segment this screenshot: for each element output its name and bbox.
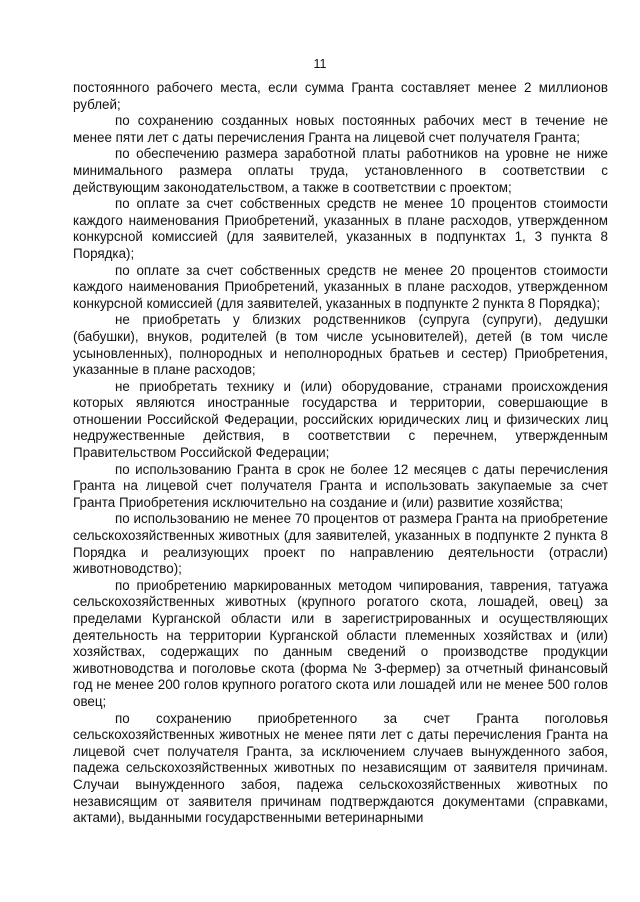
paragraph-1: постоянного рабочего места, если сумма Гранта составляет менее 2 миллионов рублей; (73, 80, 608, 112)
page-number: 11 (313, 57, 327, 71)
paragraph-6: не приобретать у близких родственников (супруга (супруги), дедушки (бабушки), внуков, родителей (в том числе усыновителей), детей (в том числе усыновленных), полнородных и неполнородных братьев и сестер) Приобретения, указанные в плане расходов; (73, 312, 608, 378)
paragraph-11: по сохранению приобретенного за счет Гранта поголовья сельскохозяйственных животных не менее пяти лет с даты перечисления Гранта на лицевой счет получателя Гранта, за исключением случаев вынужденного забоя, падежа сельскохозяйственных животных по независящим от заявителя причинам. Случаи вынужденного забоя, падежа сельскохозяйственных животных по независящим от заявителя причинам подтверждаются документами (справками, актами), выданными государственными ветеринарными (73, 710, 608, 826)
paragraph-9: по использованию не менее 70 процентов от размера Гранта на приобретение сельскохозяйственных животных (для заявителей, указанных в подпункте 2 пункта 8 Порядка и реализующих проект по направлению деятельности (отрасли) животноводство); (73, 511, 608, 577)
paragraph-10: по приобретению маркированных методом чипирования, таврения, татуажа сельскохозяйственных животных (крупного рогатого скота, лошадей, овец) за пределами Курганской области или в зарегистрированных и осуществляющих деятельность на территории Курганской области племенных хозяйствах и (или) хозяйствах, содержащих по данным сведений о производстве продукции животноводства и поголовье скота (форма № 3-фермер) за отчетный финансовый год не менее 200 голов крупного рогатого скота или лошадей или не менее 500 голов овец; (73, 577, 608, 709)
paragraph-8: по использованию Гранта в срок не более 12 месяцев с даты перечисления Гранта на лицевой счет получателя Гранта и использовать закупаемые за счет Гранта Приобретения исключительно на создание и (или) развитие хозяйства; (73, 461, 608, 510)
document-body (73, 80, 608, 827)
paragraph-2: по сохранению созданных новых постоянных рабочих мест в течение не менее пяти лет с даты перечисления Гранта на лицевой счет получателя Гранта; (73, 113, 608, 145)
paragraph-3: по обеспечению размера заработной платы работников на уровне не ниже минимального размера оплаты труда, установленного в соответствии с действующим законодательством, а также в соответствии с проектом; (73, 146, 608, 195)
paragraph-7: не приобретать технику и (или) оборудование, странами происхождения которых являются иностранные государства и территории, совершающие в отношении Российской Федерации, российских юридических лиц и физических лиц недружественные действия, в соответствии с перечнем, утвержденным Правительством Российской Федерации; (73, 378, 608, 461)
paragraph-5: по оплате за счет собственных средств не менее 20 процентов стоимости каждого наименования Приобретений, указанных в плане расходов, утвержденном конкурсной комиссией (для заявителей, указанных в подпункте 2 пункта 8 Порядка); (73, 262, 608, 311)
paragraph-4: по оплате за счет собственных средств не менее 10 процентов стоимости каждого наименования Приобретений, указанных в плане расходов, утвержденном конкурсной комиссией (для заявителей, указанных в подпунктах 1, 3 пункта 8 Порядка); (73, 196, 608, 261)
